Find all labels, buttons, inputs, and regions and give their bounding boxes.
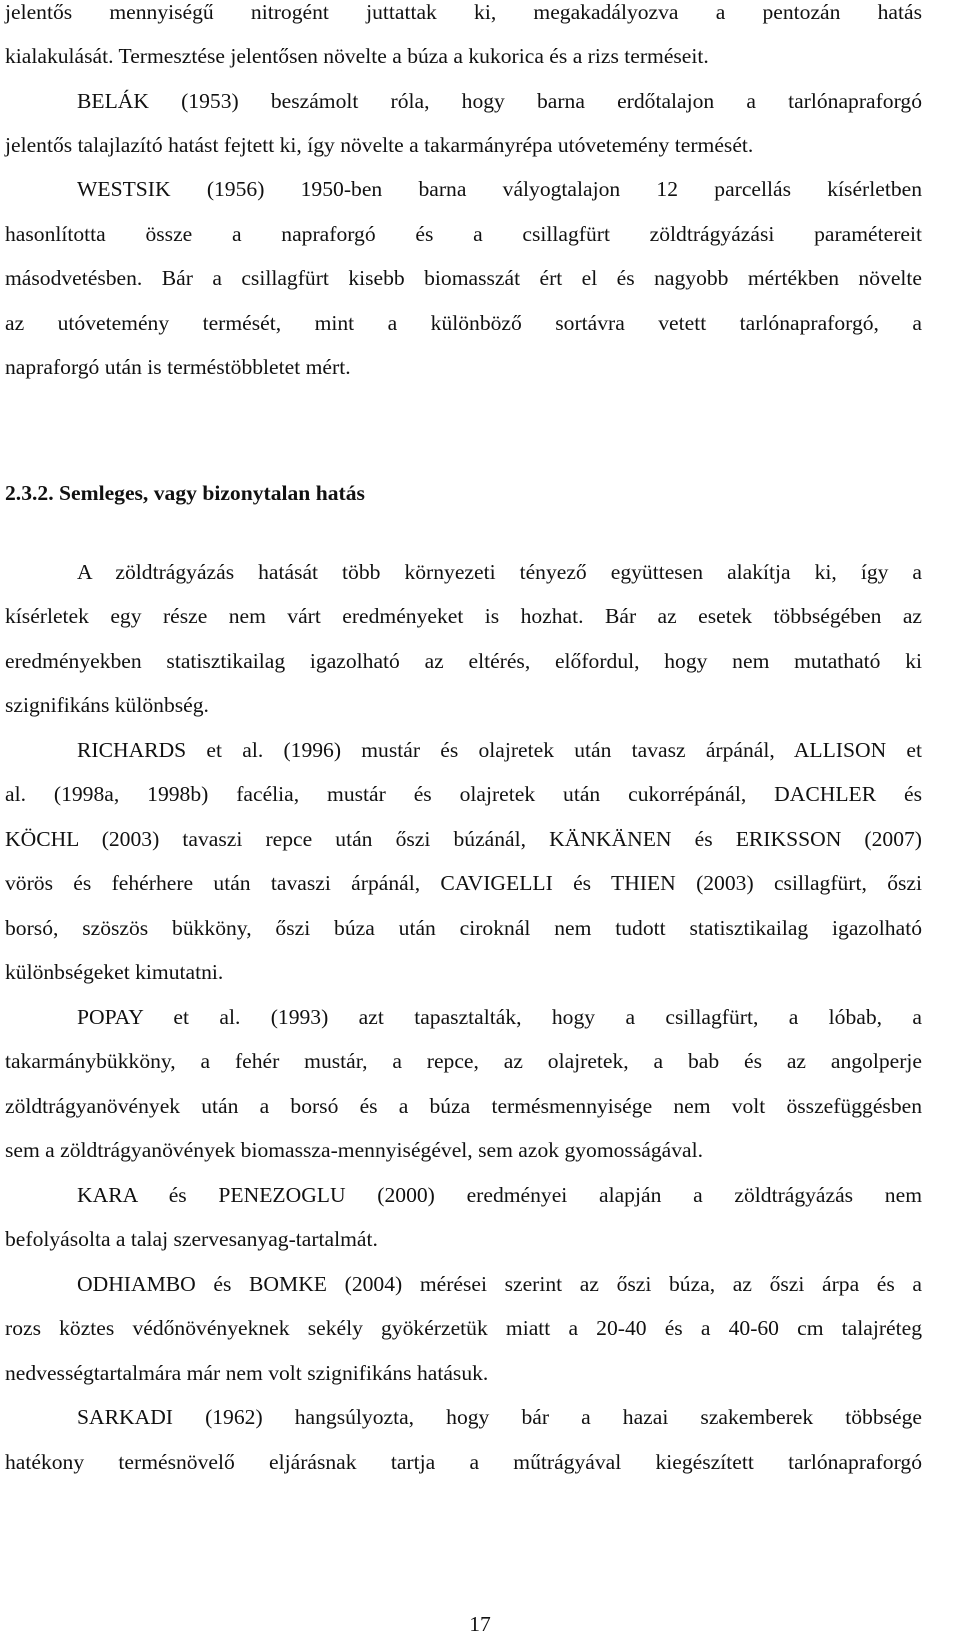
text-line: kísérletek egy része nem várt eredményeket is hozhat. Bár az esetek többségében az (5, 604, 922, 628)
text-line: hatékony termésnövelő eljárásnak tartja a műtrágyával kiegészített tarlónapraforgó (5, 1450, 922, 1474)
text-line: jelentős mennyiségű nitrogént juttattak ki, megakadályozva a pentozán hatás (5, 0, 922, 24)
text-line: SARKADI (1962) hangsúlyozta, hogy bár a hazai szakemberek többsége (77, 1405, 922, 1429)
text-line: hasonlította össze a napraforgó és a csillagfürt zöldtrágyázási paramétereit (5, 222, 922, 246)
text-line: szignifikáns különbség. (5, 693, 209, 717)
text-line: jelentős talajlazító hatást fejtett ki, így növelte a takarmányrépa utóvetemény termését. (5, 133, 754, 157)
text-line: al. (1998a, 1998b) facélia, mustár és olajretek után cukorrépánál, DACHLER és (5, 782, 922, 806)
text-line: napraforgó után is terméstöbbletet mért. (5, 355, 351, 379)
text-line: vörös és fehérhere után tavaszi árpánál, CAVIGELLI és THIEN (2003) csillagfürt, őszi (5, 871, 922, 895)
text-line: ODHIAMBO és BOMKE (2004) mérései szerint az őszi búza, az őszi árpa és a (77, 1272, 922, 1296)
text-line: KARA és PENEZOGLU (2000) eredményei alapján a zöldtrágyázás nem (77, 1183, 922, 1207)
page-number: 17 (469, 1612, 491, 1636)
text-line: kialakulását. Termesztése jelentősen növelte a búza a kukorica és a rizs terméseit. (5, 44, 709, 68)
text-line: POPAY et al. (1993) azt tapasztalták, hogy a csillagfürt, a lóbab, a (77, 1005, 922, 1029)
text-line: A zöldtrágyázás hatását több környezeti tényező együttesen alakítja ki, így a (77, 560, 922, 584)
text-line: nedvességtartalmára már nem volt szignifikáns hatásuk. (5, 1361, 489, 1385)
text-line: befolyásolta a talaj szervesanyag-tartalmát. (5, 1227, 378, 1251)
text-line: WESTSIK (1956) 1950-ben barna vályogtalajon 12 parcellás kísérletben (77, 177, 922, 201)
text-line: borsó, szöszös bükköny, őszi búza után ciroknál nem tudott statisztikailag igazolható (5, 916, 922, 940)
text-line: zöldtrágyanövények után a borsó és a búza termésmennyisége nem volt összefüggésben (5, 1094, 922, 1118)
text-line: takarmánybükköny, a fehér mustár, a repce, az olajretek, a bab és az angolperje (5, 1049, 922, 1073)
text-line: különbségeket kimutatni. (5, 960, 224, 984)
text-line: rozs köztes védőnövényeknek sekély gyökérzetük miatt a 20-40 és a 40-60 cm talajréteg (5, 1316, 922, 1340)
text-line: RICHARDS et al. (1996) mustár és olajretek után tavasz árpánál, ALLISON et (77, 738, 922, 762)
text-line: BELÁK (1953) beszámolt róla, hogy barna erdőtalajon a tarlónapraforgó (77, 89, 922, 113)
text-line: az utóvetemény termését, mint a különböző sortávra vetett tarlónapraforgó, a (5, 311, 922, 335)
section-heading: 2.3.2. Semleges, vagy bizonytalan hatás (5, 481, 365, 505)
text-line: KÖCHL (2003) tavaszi repce után őszi búzánál, KÄNKÄNEN és ERIKSSON (2007) (5, 827, 922, 851)
text-line: eredményekben statisztikailag igazolható az eltérés, előfordul, hogy nem mutatható ki (5, 649, 922, 673)
text-line: másodvetésben. Bár a csillagfürt kisebb biomasszát ért el és nagyobb mértékben növelte (5, 266, 922, 290)
text-line: sem a zöldtrágyanövények biomassza-mennyiségével, sem azok gyomosságával. (5, 1138, 703, 1162)
